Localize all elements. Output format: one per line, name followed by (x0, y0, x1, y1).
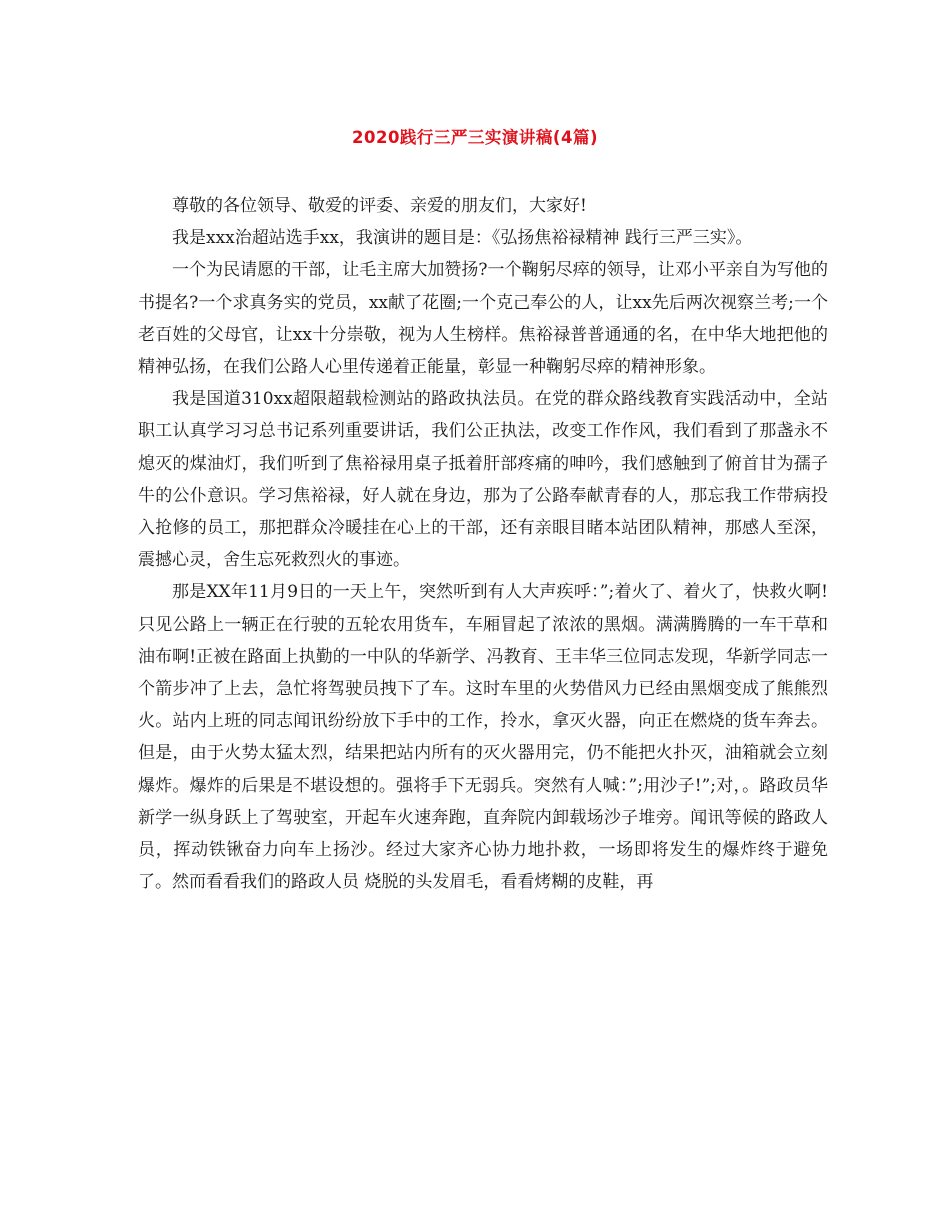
document-body (138, 190, 828, 898)
paragraph-fire-story: 那是XX年11月9日的一天上午，突然听到有人大声疾呼：”;着火了、着火了，快救火啊!只见公路上一辆正在行驶的五轮农用货车，车厢冒起了浓浓的黑烟。满满腾腾的一车干草和油布啊!正被在路面上执勤的一中队的华新学、冯教育、王丰华三位同志发现，华新学同志一个箭步冲了上去，急忙将驾驶员拽下了车。这时车里的火势借风力已经由黑烟变成了熊熊烈火。站内上班的同志闻讯纷纷放下手中的工作，拎水，拿灭火器，向正在燃烧的货车奔去。但是，由于火势太猛太烈，结果把站内所有的灭火器用完，仍不能把火扑灭，油箱就会立刻爆炸。爆炸的后果是不堪设想的。强将手下无弱兵。突然有人喊：”;用沙子!”;对，。路政员华新学一纵身跃上了驾驶室，开起车火速奔跑，直奔院内卸载场沙子堆旁。闻讯等候的路政人员，挥动铁锹奋力向车上扬沙。经过大家齐心协力地扑救，一场即将发生的爆炸终于避免了。然而看看我们的路政人员 烧脱的头发眉毛，看看烤糊的皮鞋，再 (138, 582, 828, 893)
paragraph-station-work: 我是国道310xx超限超载检测站的路政执法员。在党的群众路线教育实践活动中，全站职工认真学习习总书记系列重要讲话，我们公正执法，改变工作作风，我们看到了那盏永不熄灭的煤油灯，我们听到了焦裕禄用桌子抵着肝部疼痛的呻吟，我们感触到了俯首甘为孺子牛的公仆意识。学习焦裕禄，好人就在身边，那为了公路奉献青春的人，那忘我工作带病投入抢修的员工，那把群众冷暖挂在心上的干部，还有亲眼目睹本站团队精神，那感人至深，震撼心灵，舍生忘死救烈火的事迹。 (138, 389, 828, 571)
document-title: 2020践行三严三实演讲稿(4篇) (352, 128, 598, 147)
paragraph-jiao-yulu: 一个为民请愿的干部，让毛主席大加赞扬?一个鞠躬尽瘁的领导，让邓小平亲自为写他的书提名?一个求真务实的党员，xx献了花圈;一个克己奉公的人，让xx先后两次视察兰考;一个老百姓的父母官，让xx十分崇敬，视为人生榜样。焦裕禄普普通通的名，在中华大地把他的精神弘扬，在我们公路人心里传递着正能量，彰显一种鞠躬尽瘁的精神形象。 (138, 260, 828, 378)
paragraph-greeting: 尊敬的各位领导、敬爱的评委、亲爱的朋友们，大家好! (172, 196, 587, 216)
paragraph-speaker-intro: 我是xxx治超站选手xx，我演讲的题目是：《弘扬焦裕禄精神 践行三严三实》。 (172, 228, 753, 249)
